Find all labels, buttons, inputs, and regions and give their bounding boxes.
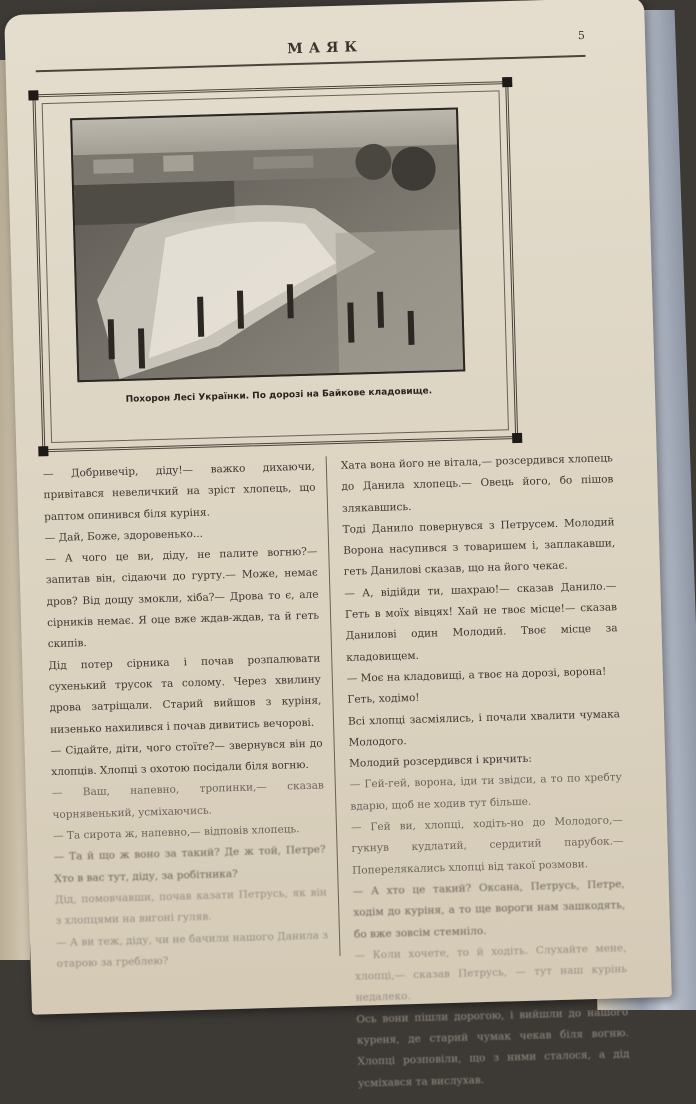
paragraph: — Коли хочете, то й ходіть. Слухайте мене, хлопці,— сказав Петрусь, — тут наш курінь недалеко. <box>354 941 628 1005</box>
paragraph: Дід, помовчавши, почав казати Петрусь, як він з хлопцями на вигоні гуляв. <box>54 886 327 928</box>
paragraph: — Та сирота ж, напевно,— відповів хлопець. <box>52 823 300 843</box>
paragraph: — Гей-гей, ворона, іди ти звідси, а то по хребту вдарю, щоб не ходив тут більше. <box>349 771 622 813</box>
paragraph: — Дай, Боже, здоровенько... <box>44 527 204 545</box>
paragraph: — А, відійди ти, шахраю!— сказав Данило.— Геть в моїх вівцях! Хай не твоє місце!— сказав Данилові один Молодий. Твоє місце за кладовищем. <box>344 580 618 664</box>
paragraph: — Добривечір, діду!— важко дихаючи, привітався невеличкий на зріст хлопець, що раптом опинився біля куріня. <box>42 460 316 523</box>
frame-corner-ornament <box>38 446 48 456</box>
paragraph: Ось вони пішли дорогою, і вийшли до нашого куреня, де старий чумак чекав біля вогню. Хлопці розповіли, що з ними сталося, а дід усміхався та вислухав. <box>356 1005 630 1090</box>
frame-corner-ornament <box>28 90 38 100</box>
text-column-left <box>43 457 329 976</box>
paragraph: — Ваш, напевно, тропинки,— сказав чорнявенький, усміхаючись. <box>51 779 324 821</box>
photo-frame <box>32 81 518 452</box>
paragraph: — Моє на кладовищі, а твоє на дорозі, ворона! <box>346 665 607 685</box>
magazine-page <box>4 0 672 1090</box>
paragraph: Всі хлопці засміялись, і почали хвалити чумака Молодого. <box>347 707 621 749</box>
article-body <box>42 448 637 1090</box>
paragraph: Тоді Данило повернувся з Петрусем. Молодий Ворона насупився з товаришем і, заплакавши, геть Данилові сказав, що на його чекає. <box>342 516 616 579</box>
page-number: 5 <box>577 28 586 43</box>
paragraph: — Сідайте, діти, чого стоїте?— звернувся він до хлопців. Хлопці з охотою посідали біля вогню. <box>50 737 323 779</box>
photo-image <box>72 110 463 381</box>
paragraph: — Та й що ж воно за такий? Де ж той, Петре? Хто в вас тут, діду, за робітника? <box>53 843 326 885</box>
paragraph: Хата вона його не вітала,— розсердився хлопець до Данила хлопець.— Овець його, бо пішов злякавшись. <box>340 452 614 515</box>
photo-caption: Похорон Лесі Українки. По дорозі на Байкове кладовище. <box>125 386 433 405</box>
journal-title: МАЯК <box>287 39 364 58</box>
paragraph: — А ви теж, діду, чи не бачили нашого Данила з отарою за греблею? <box>55 928 329 970</box>
frame-corner-ornament <box>502 77 512 87</box>
funeral-procession-photo <box>70 107 465 382</box>
column-divider <box>326 456 341 956</box>
paragraph: — А хто це такий? Оксана, Петрусь, Петре, ходім до куріня, а то ще вороги нам зашкодять, бо вже зовсім стемніло. <box>352 878 626 941</box>
frame-corner-ornament <box>512 433 522 443</box>
paragraph: — Гей ви, хлопці, ходіть-но до Молодого,— гукнув кудлатий, сердитий парубок.— Поперелякались хлопці від такої розмови. <box>350 814 624 877</box>
paragraph: Геть, ходімо! <box>347 692 420 707</box>
paragraph: Молодий розсердився і кричить: <box>349 752 532 770</box>
text-column-right <box>341 448 631 1094</box>
paragraph: Дід потер сірника і почав розпалювати сухенький трусок та солому. Через хвилину дрова затріщали. Старий вийшов з куріня, низенько нахилився і почав дивитись вечорові. <box>48 652 322 736</box>
paragraph: — А чого це ви, діду, не палите вогню?— запитав він, сідаючи до гурту.— Може, немає дров? Від дощу змокли, хіба?— Дрова то є, але сірників немає. Я оце вже ждав-ждав, та й геть скипів. <box>45 545 320 651</box>
